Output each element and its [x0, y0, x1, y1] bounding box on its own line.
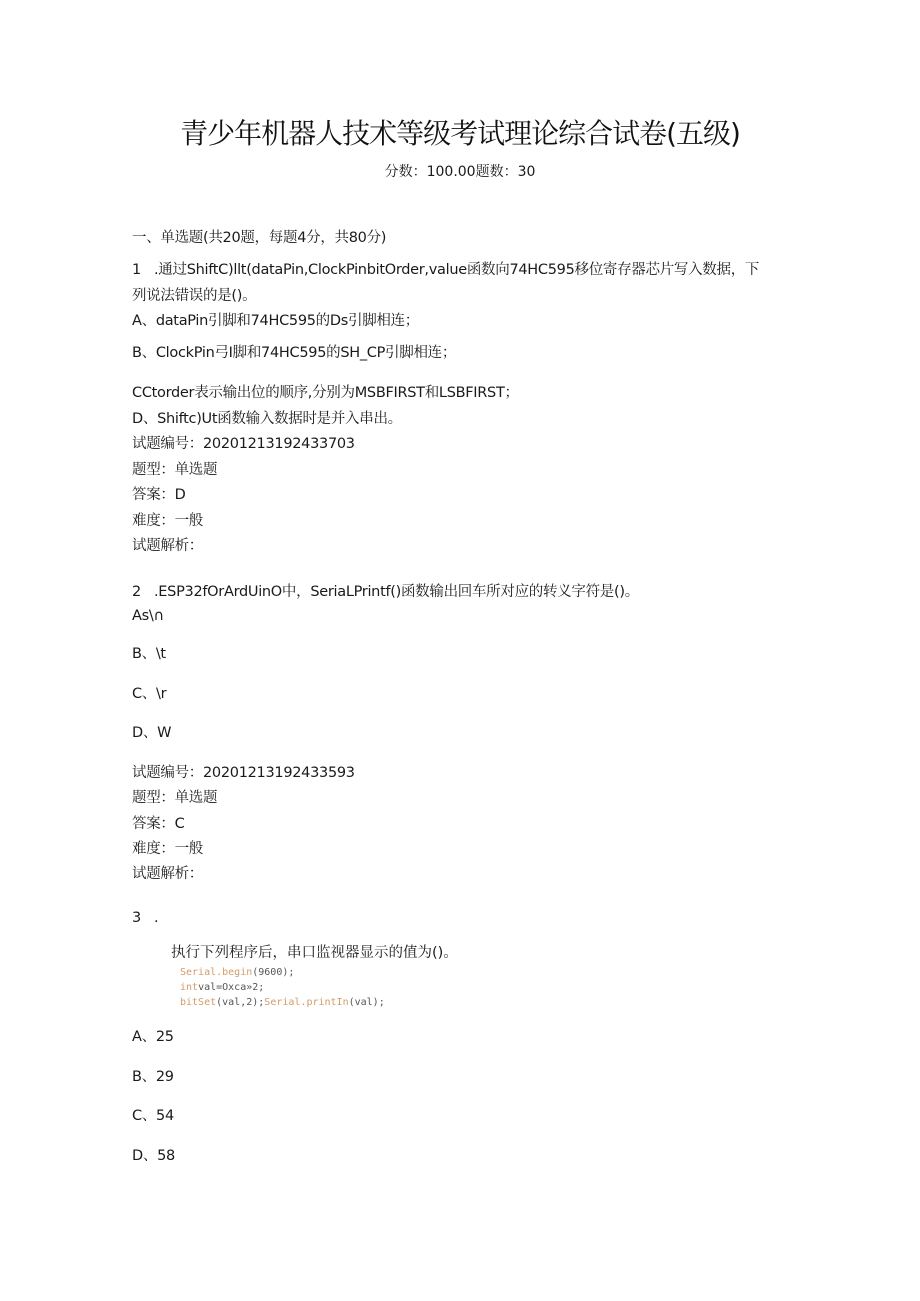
- q2-id: 试题编号：20201213192433593: [132, 765, 355, 781]
- code-token: bitSet: [180, 997, 217, 1008]
- code-token: val=Oxca»2;: [198, 982, 265, 993]
- q1-difficulty: 难度：一般: [132, 513, 203, 529]
- q2-difficulty: 难度：一般: [132, 841, 203, 857]
- q3-option-b: B、29: [132, 1069, 174, 1085]
- code-token: (9600);: [252, 967, 295, 978]
- q3-option-d: D、58: [132, 1148, 175, 1164]
- q1-type: 题型：单选题: [132, 462, 218, 478]
- q2-type: 题型：单选题: [132, 790, 218, 806]
- q1-analysis: 试题解析：: [132, 538, 203, 554]
- q3-code-line3: [180, 997, 385, 1008]
- q1-option-d: D、Shiftc)Ut函数输入数据时是并入串出。: [132, 411, 402, 427]
- q3-dot: .: [154, 910, 159, 926]
- q2-option-c: C、\r: [132, 686, 167, 702]
- code-token: .printIn: [300, 997, 349, 1008]
- code-token: (val);: [348, 997, 385, 1008]
- page-title: 青少年机器人技术等级考试理论综合试卷(五级): [180, 117, 740, 150]
- q2-option-d: D、W: [132, 725, 172, 741]
- code-token: .begin: [216, 967, 253, 978]
- q1-option-b: B、ClockPin弓I脚和74HC595的SH_CP引脚相连；: [132, 345, 457, 361]
- q3-option-a: A、25: [132, 1029, 174, 1045]
- q2-analysis: 试题解析：: [132, 866, 203, 882]
- q1-id: 试题编号：20201213192433703: [132, 436, 355, 452]
- score-line: 分数：100.00题数：30: [384, 164, 536, 180]
- code-token: (val,2);: [216, 997, 265, 1008]
- q2-option-b: B、\t: [132, 646, 166, 662]
- q2-answer: 答案：C: [132, 816, 185, 832]
- q3-code-line2: [180, 982, 264, 993]
- q1-option-a: A、dataPin引脚和74HC595的Ds引脚相连；: [132, 313, 419, 329]
- q1-stem-line2: 列说法错误的是()。: [132, 288, 257, 304]
- q3-number: 3: [132, 910, 141, 926]
- code-token: Serial: [264, 997, 301, 1008]
- q1-number: 1: [132, 262, 141, 278]
- q3-number-line: [132, 910, 158, 926]
- q2-stem-text: .ESP32fOrArdUinO中，SeriaLPrintf()函数输出回车所对应的转义字符是()。: [154, 584, 639, 600]
- q1-option-c: CCtorder表示输出位的顺序,分别为MSBFIRST和LSBFIRST；: [132, 385, 519, 401]
- q3-code-line1: [180, 967, 294, 978]
- code-token: int: [180, 982, 199, 993]
- q1-answer: 答案：D: [132, 487, 186, 503]
- q3-option-c: C、54: [132, 1108, 174, 1124]
- q1-stem-line1: [132, 258, 759, 279]
- section-heading: 一、单选题(共20题，每题4分，共80分): [132, 230, 387, 246]
- q2-number: 2: [132, 584, 141, 600]
- q2-stem: [132, 580, 639, 601]
- q2-option-a: As\∩: [132, 608, 164, 624]
- q1-stem-text: .通过ShiftC)llt(dataPin,ClockPinbitOrder,value函数向74HC595移位寄存器芯片写入数据，下: [154, 262, 760, 278]
- q3-stem: 执行下列程序后，串口监视器显示的值为()。: [171, 945, 458, 961]
- code-token: Serial: [180, 967, 217, 978]
